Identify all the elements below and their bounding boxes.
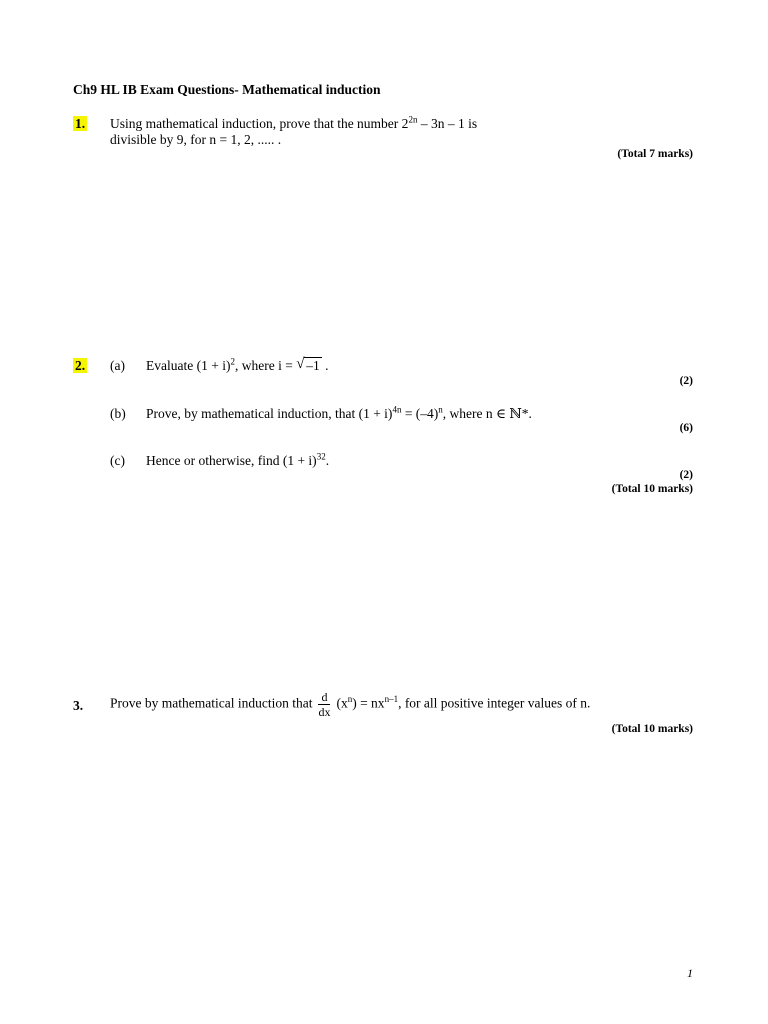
question-3-text: Prove by mathematical induction that $\frac{d}{dx}$ $(x^n) = nx^{n-1}$, for all positive integer values of n. [110,690,591,719]
page-number: 1 [687,966,693,980]
question-3-total-marks: (Total 10 marks) [611,723,693,735]
question-1-total-marks: (Total 7 marks) [617,148,693,160]
question-2a-marks: (2) [679,375,693,387]
question-2c-label: (c) [110,453,125,468]
question-2c-text: Hence or otherwise, find $(1 + i)^{32}$. [146,451,330,468]
question-2c-marks: (2) [679,469,693,481]
question-2-total-marks: (Total 10 marks) [611,483,693,495]
page-title: Ch9 HL IB Exam Questions- Mathematical induction [73,82,381,97]
square-root: √ –1 [296,356,320,373]
question-3-number: 3. [73,698,84,713]
question-1-line-1: Using mathematical induction, prove that the number $2^{2n} - 3n - 1$ is [110,114,478,131]
question-2b-marks: (6) [679,422,693,434]
question-1-number: 1. [75,116,86,131]
question-1-line-2: divisible by 9, for n = 1, 2, ..... . [110,132,282,147]
derivative-fraction: $\frac{d}{dx}$ [318,690,331,719]
question-2b-text: Prove, by mathematical induction, that $(1 + i)^{4n} = (-4)^n$, where n ∈ ℕ*. [146,404,532,421]
question-2b-label: (b) [110,406,126,421]
question-2-number: 2. [75,358,86,373]
question-2a-label: (a) [110,358,125,373]
question-2a-text: Evaluate $(1 + i)^2$, where i = √ –1 . [146,356,329,373]
